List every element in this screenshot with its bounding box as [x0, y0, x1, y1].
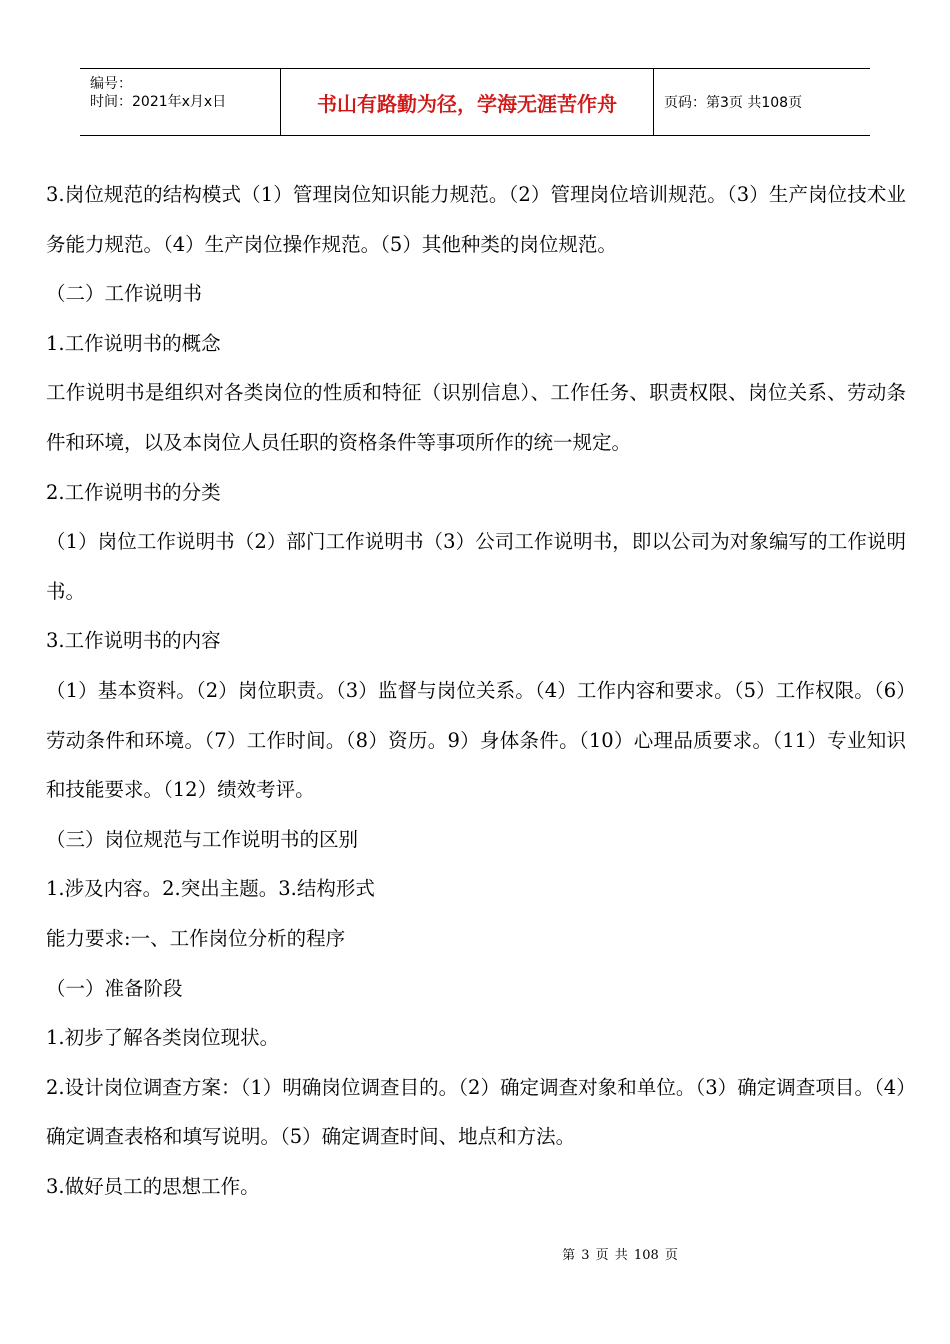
document-time-label: 时间：2021年x月x日 — [90, 94, 227, 110]
subsection-heading: 3.工作说明书的内容 — [46, 629, 221, 653]
paragraph: （1）基本资料。（2）岗位职责。（3）监督与岗位关系。（4）工作内容和要求。（5）工作权限。（6）劳动条件和环境。（7）工作时间。（8）资历。9）身体条件。（10）心理品质要求。（11）专业知识和技能要求。（12）绩效考评。 — [46, 678, 906, 802]
section-heading: （三）岗位规范与工作说明书的区别 — [46, 827, 359, 851]
page-header — [80, 68, 870, 136]
subsection-heading: 2.工作说明书的分类 — [46, 480, 221, 504]
document-body — [46, 170, 906, 1211]
section-heading: （一）准备阶段 — [46, 976, 183, 1000]
paragraph: 1.涉及内容。2.突出主题。3.结构形式 — [46, 877, 375, 901]
header-meta — [80, 69, 281, 135]
paragraph: 工作说明书是组织对各类岗位的性质和特征（识别信息）、工作任务、职责权限、岗位关系、劳动条件和环境，以及本岗位人员任职的资格条件等事项所作的统一规定。 — [46, 381, 906, 454]
header-page-info: 页码：第3页 共108页 — [664, 95, 803, 111]
paragraph: 2.设计岗位调查方案：（1）明确岗位调查目的。（2）确定调查对象和单位。（3）确定调查项目。（4）确定调查表格和填写说明。（5）确定调查时间、地点和方法。 — [46, 1075, 906, 1149]
paragraph: 3.做好员工的思想工作。 — [46, 1174, 260, 1198]
section-heading: 能力要求:一、工作岗位分析的程序 — [46, 926, 346, 950]
page-footer — [0, 1244, 950, 1263]
subsection-heading: 1.工作说明书的概念 — [46, 331, 221, 355]
paragraph: 1.初步了解各类岗位现状。 — [46, 1026, 280, 1050]
footer-page-number: 第 3 页 共 108 页 — [562, 1248, 678, 1263]
paragraph: （1）岗位工作说明书（2）部门工作说明书（3）公司工作说明书，即以公司为对象编写的工作说明书。 — [46, 530, 906, 603]
header-motto: 书山有路勤为径，学海无涯苦作舟 — [281, 69, 654, 135]
paragraph: 3.岗位规范的结构模式（1）管理岗位知识能力规范。（2）管理岗位培训规范。（3）生产岗位技术业务能力规范。（4）生产岗位操作规范。（5）其他种类的岗位规范。 — [46, 183, 906, 256]
section-heading: （二）工作说明书 — [46, 282, 203, 306]
document-number-label: 编号： — [90, 76, 132, 92]
